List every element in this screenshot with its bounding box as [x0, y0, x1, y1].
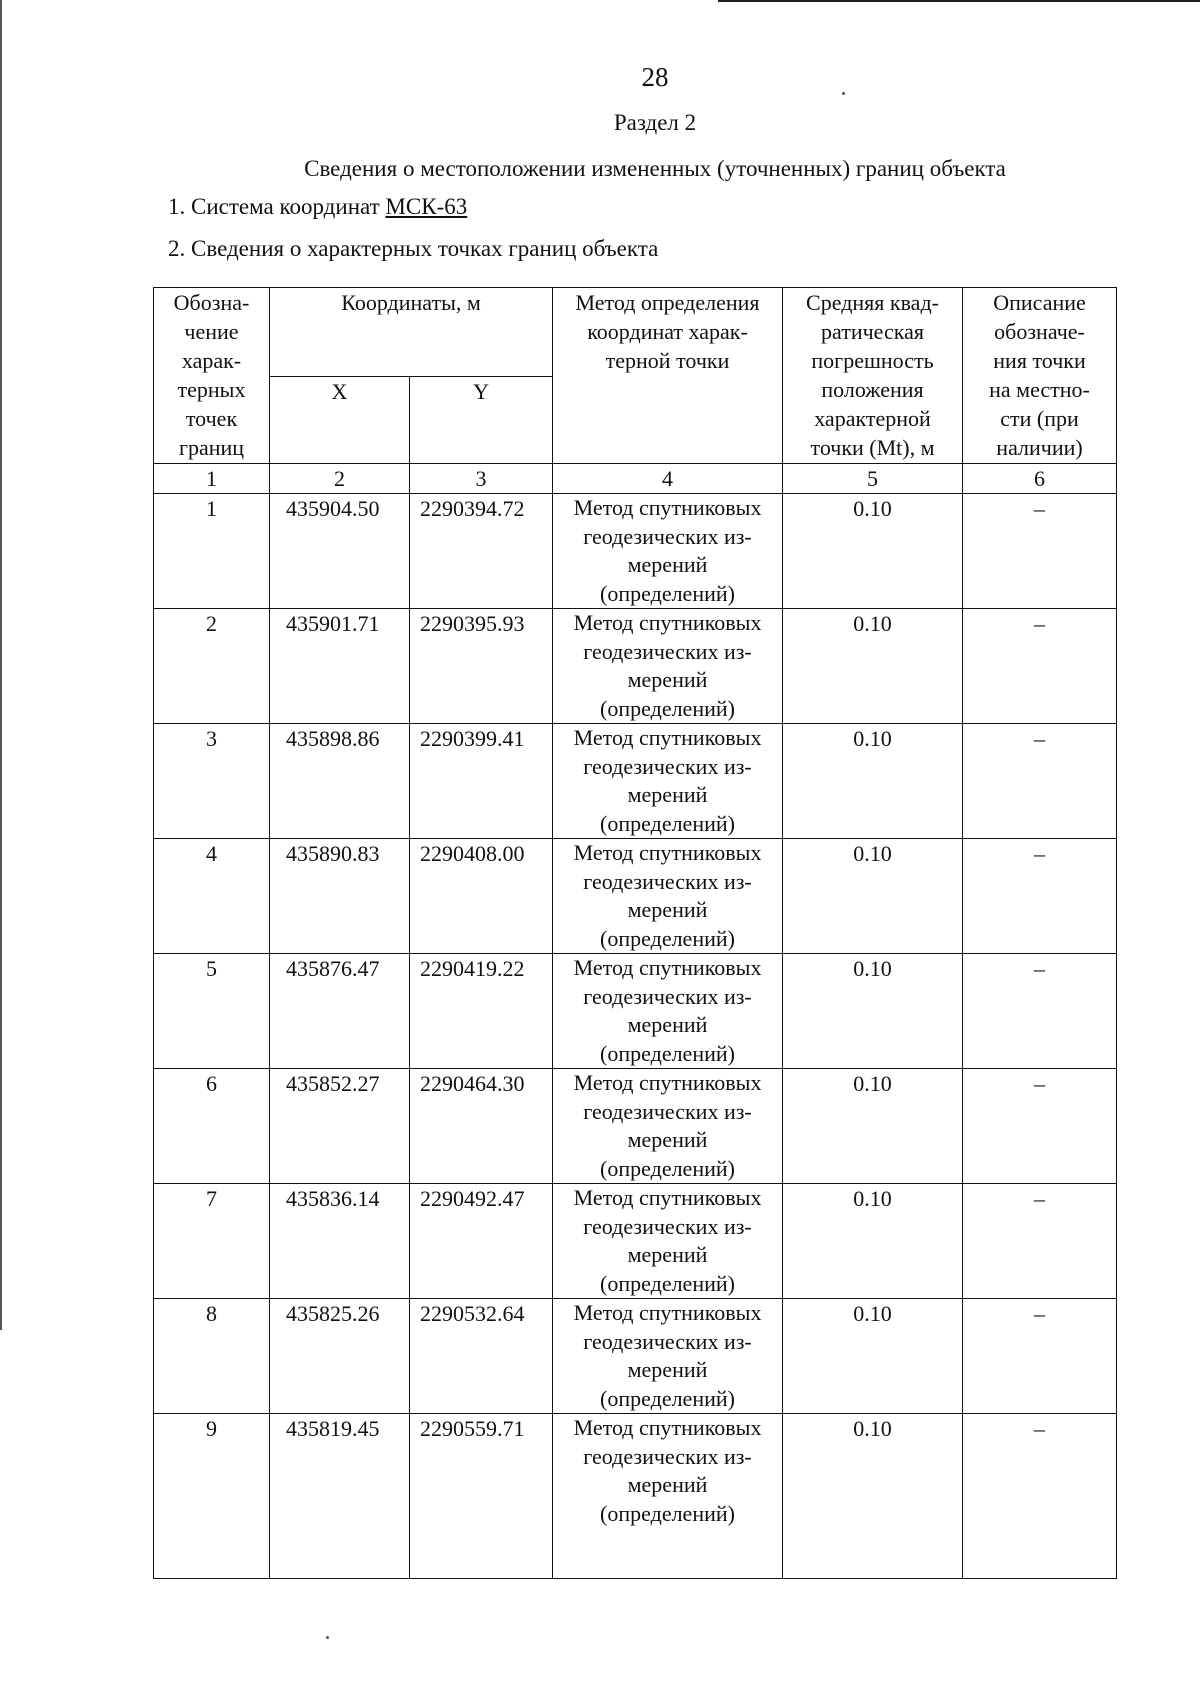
coordinate-system-value: МСК-63 — [385, 194, 468, 219]
column-number: 4 — [553, 464, 783, 494]
method-cell: Метод спутниковых геодезических из- мерений (определений) — [553, 609, 783, 724]
description-cell: – — [963, 724, 1117, 839]
column-number: 6 — [963, 464, 1117, 494]
table-row — [154, 609, 1117, 724]
x-coordinate-cell: 435876.47 — [270, 954, 410, 1069]
description-cell: – — [963, 954, 1117, 1069]
document-heading: Сведения о местоположении измененных (уточненных) границ объекта — [304, 156, 1006, 181]
column-number: 2 — [270, 464, 410, 494]
x-coordinate-cell: 435825.26 — [270, 1299, 410, 1414]
column-number: 5 — [783, 464, 963, 494]
mt-error-cell: 0.10 — [783, 609, 963, 724]
scan-edge-left — [0, 0, 2, 1330]
x-coordinate-cell: 435836.14 — [270, 1184, 410, 1299]
y-coordinate-cell: 2290419.22 — [410, 954, 553, 1069]
table-body — [154, 494, 1117, 1579]
header-description: Описание обозначе- ния точки на местно- сти (при наличии) — [963, 288, 1117, 464]
method-cell: Метод спутниковых геодезических из- мерений (определений) — [553, 494, 783, 609]
column-number: 1 — [154, 464, 270, 494]
table-row — [154, 724, 1117, 839]
description-cell: – — [963, 839, 1117, 954]
mt-error-cell: 0.10 — [783, 954, 963, 1069]
point-number-cell: 6 — [154, 1069, 270, 1184]
mt-error-cell: 0.10 — [783, 724, 963, 839]
x-coordinate-cell: 435852.27 — [270, 1069, 410, 1184]
y-coordinate-cell: 2290559.71 — [410, 1414, 553, 1579]
x-coordinate-cell: 435904.50 — [270, 494, 410, 609]
y-coordinate-cell: 2290395.93 — [410, 609, 553, 724]
header-method: Метод определения координат харак- терной точки — [553, 288, 783, 464]
method-cell: Метод спутниковых геодезических из- мерений (определений) — [553, 1299, 783, 1414]
point-number-cell: 9 — [154, 1414, 270, 1579]
point-number-cell: 1 — [154, 494, 270, 609]
boundary-points-table — [153, 287, 1117, 1579]
x-coordinate-cell: 435819.45 — [270, 1414, 410, 1579]
table-row — [154, 1184, 1117, 1299]
page-number: 28 — [641, 62, 669, 92]
header-error: Средняя квад- ратическая погрешность положения характерной точки (Mt), м — [783, 288, 963, 464]
description-cell: – — [963, 609, 1117, 724]
mt-error-cell: 0.10 — [783, 1069, 963, 1184]
point-number-cell: 7 — [154, 1184, 270, 1299]
method-cell: Метод спутниковых геодезических из- мерений (определений) — [553, 724, 783, 839]
y-coordinate-cell: 2290408.00 — [410, 839, 553, 954]
header-y: Y — [410, 377, 553, 464]
mt-error-cell: 0.10 — [783, 494, 963, 609]
method-cell: Метод спутниковых геодезических из- мерений (определений) — [553, 1069, 783, 1184]
y-coordinate-cell: 2290394.72 — [410, 494, 553, 609]
mt-error-cell: 0.10 — [783, 1299, 963, 1414]
y-coordinate-cell: 2290532.64 — [410, 1299, 553, 1414]
point-number-cell: 2 — [154, 609, 270, 724]
table-row — [154, 1299, 1117, 1414]
mt-error-cell: 0.10 — [783, 839, 963, 954]
scan-edge-top — [718, 0, 1200, 2]
y-coordinate-cell: 2290399.41 — [410, 724, 553, 839]
section-title: Раздел 2 — [613, 110, 697, 135]
table-row — [154, 839, 1117, 954]
coordinate-system-paragraph — [168, 194, 467, 220]
table-row — [154, 494, 1117, 609]
x-coordinate-cell: 435898.86 — [270, 724, 410, 839]
table-row — [154, 1069, 1117, 1184]
point-number-cell: 4 — [154, 839, 270, 954]
coordinate-system-label: 1. Система координат — [168, 194, 386, 219]
table-row — [154, 954, 1117, 1069]
column-number: 3 — [410, 464, 553, 494]
mt-error-cell: 0.10 — [783, 1414, 963, 1579]
header-coordinates: Координаты, м — [270, 288, 553, 377]
point-number-cell: 8 — [154, 1299, 270, 1414]
point-number-cell: 5 — [154, 954, 270, 1069]
scan-speck — [326, 1636, 329, 1639]
mt-error-cell: 0.10 — [783, 1184, 963, 1299]
y-coordinate-cell: 2290464.30 — [410, 1069, 553, 1184]
y-coordinate-cell: 2290492.47 — [410, 1184, 553, 1299]
method-cell: Метод спутниковых геодезических из- мерений (определений) — [553, 1414, 783, 1579]
table-row — [154, 1414, 1117, 1579]
description-cell: – — [963, 1414, 1117, 1579]
points-info-paragraph: 2. Сведения о характерных точках границ объекта — [168, 236, 659, 261]
method-cell: Метод спутниковых геодезических из- мерений (определений) — [553, 954, 783, 1069]
x-coordinate-cell: 435901.71 — [270, 609, 410, 724]
point-number-cell: 3 — [154, 724, 270, 839]
description-cell: – — [963, 494, 1117, 609]
method-cell: Метод спутниковых геодезических из- мерений (определений) — [553, 1184, 783, 1299]
header-designation: Обозна- чение харак- терных точек границ — [154, 288, 270, 464]
column-number-row — [154, 464, 1117, 494]
description-cell: – — [963, 1069, 1117, 1184]
x-coordinate-cell: 435890.83 — [270, 839, 410, 954]
description-cell: – — [963, 1299, 1117, 1414]
description-cell: – — [963, 1184, 1117, 1299]
method-cell: Метод спутниковых геодезических из- мерений (определений) — [553, 839, 783, 954]
header-x: X — [270, 377, 410, 464]
